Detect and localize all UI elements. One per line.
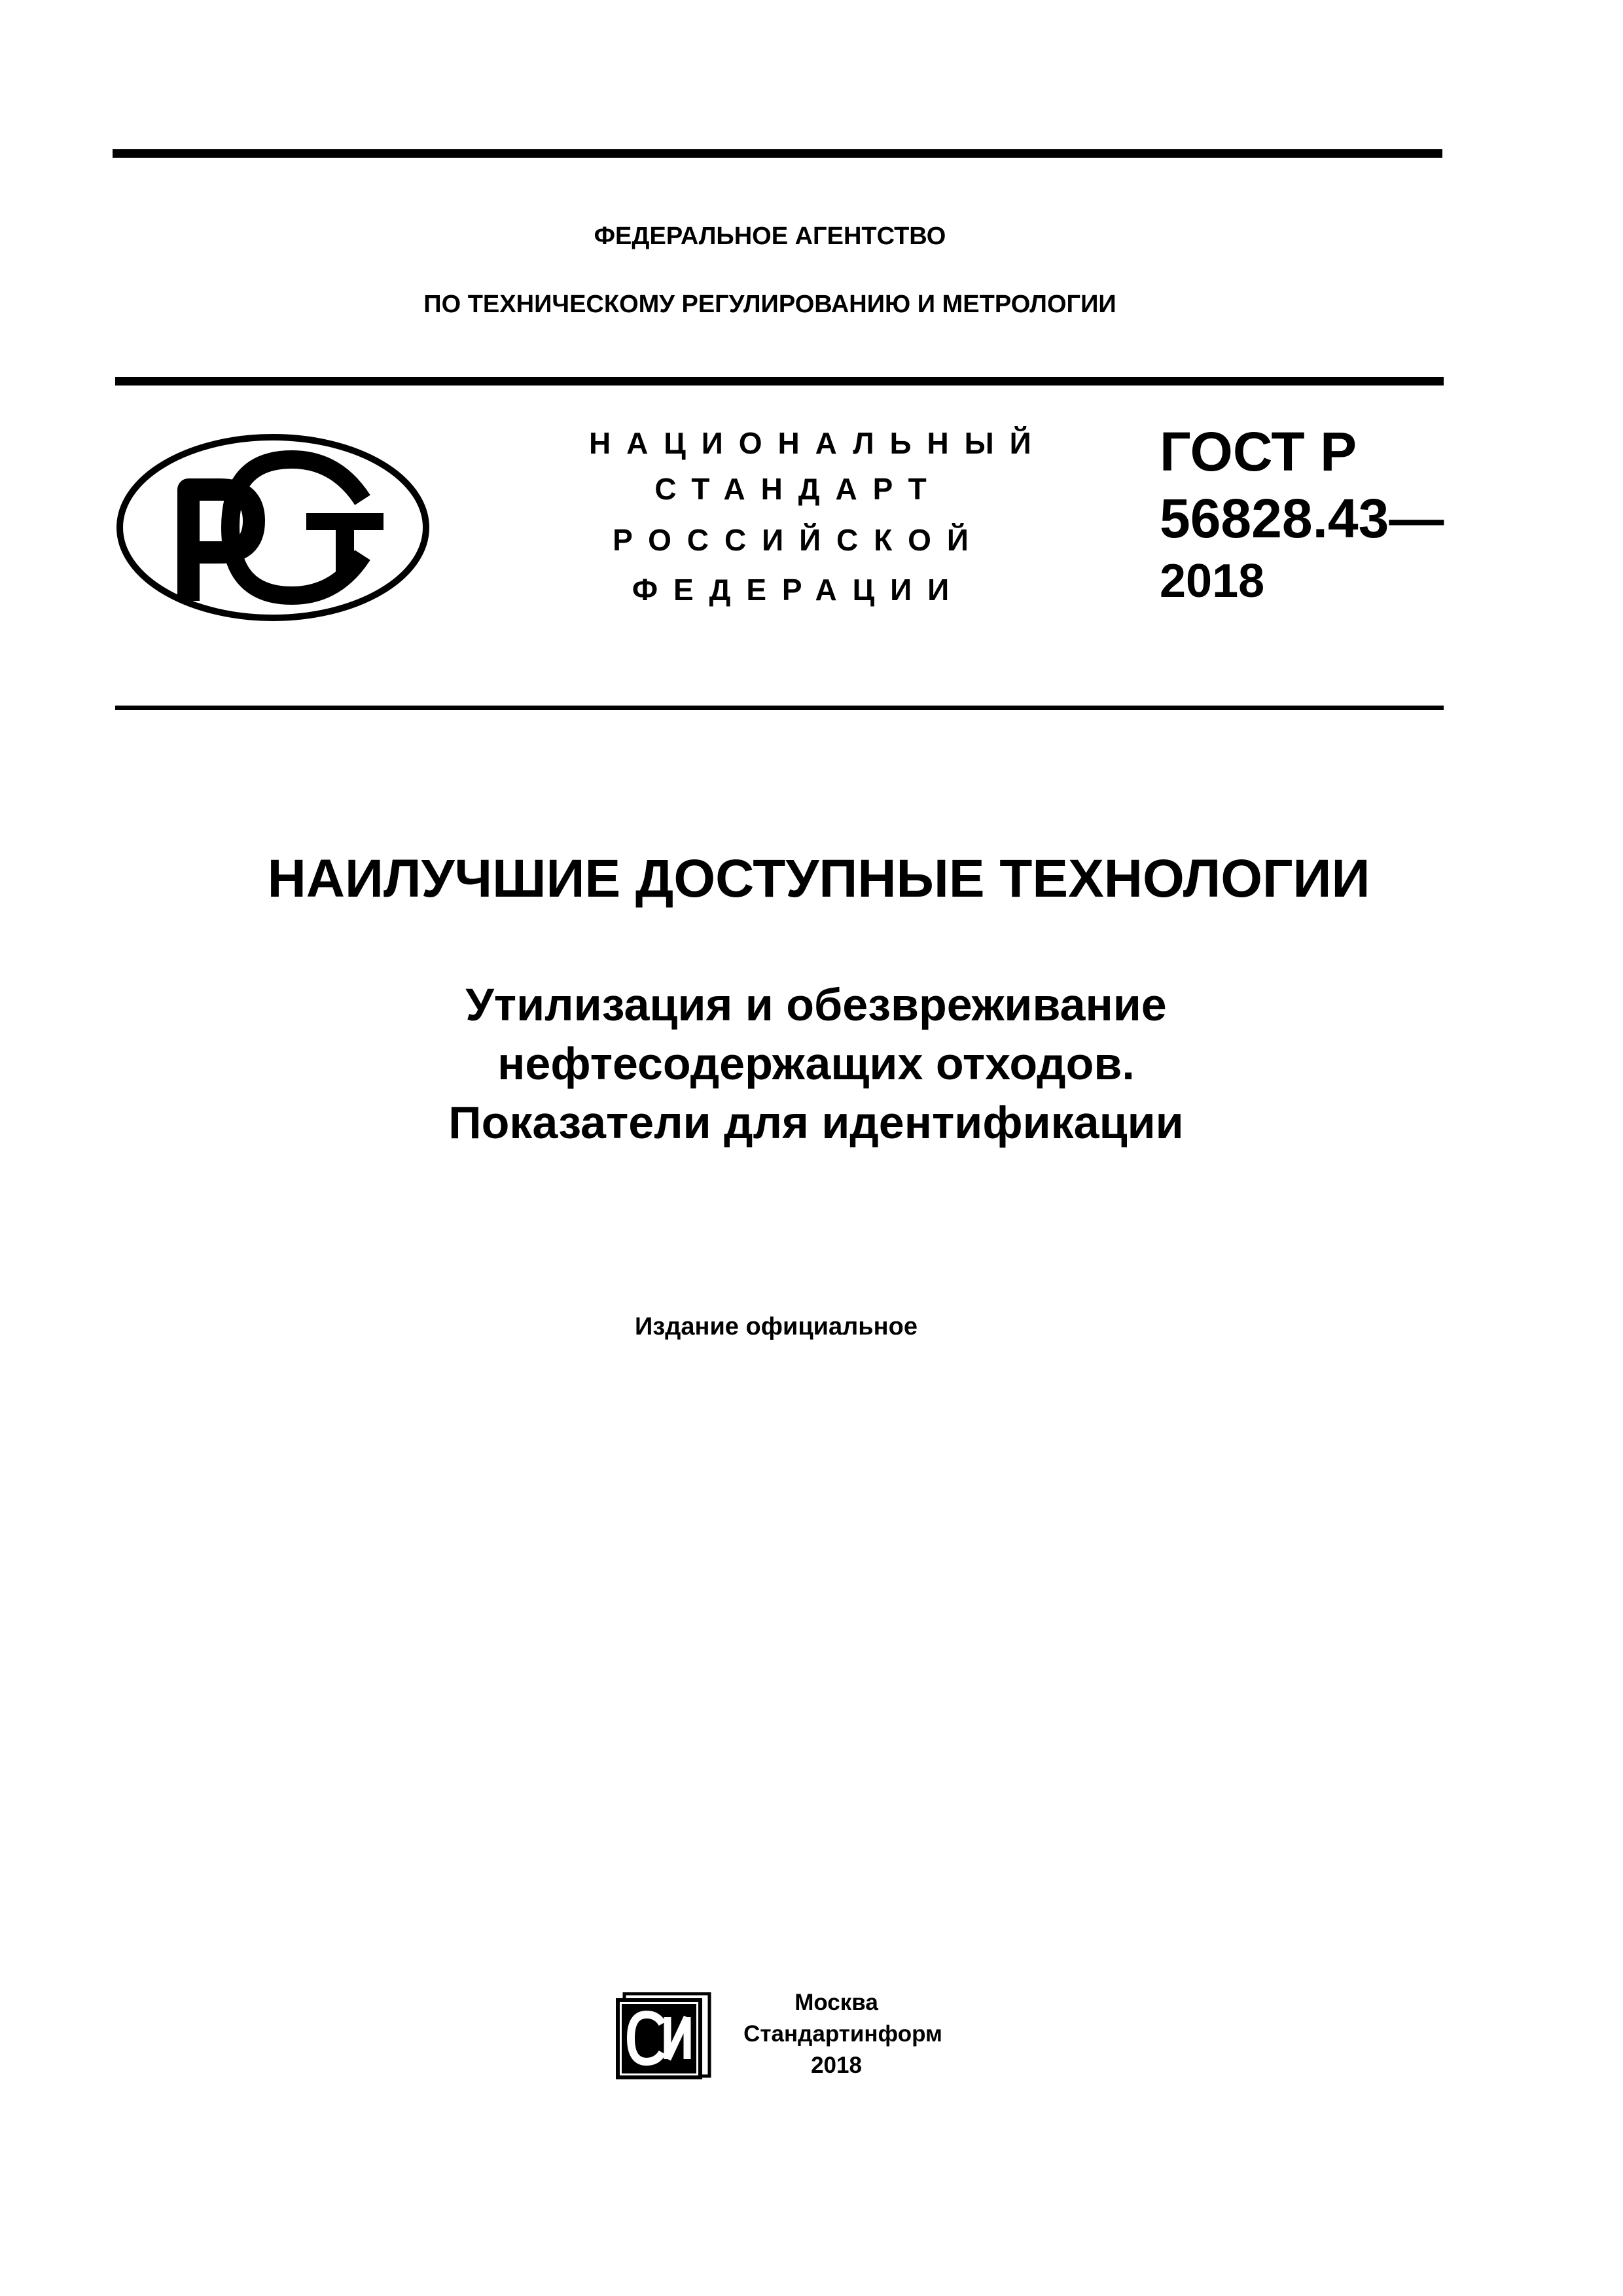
- subtitle-line-2: нефтесодержащих отходов.: [497, 1038, 1135, 1089]
- national-line-3: РОССИЙСКОЙ: [613, 523, 984, 557]
- gost-line-3: 2018: [1160, 555, 1265, 607]
- national-line-4: ФЕДЕРАЦИИ: [632, 573, 965, 607]
- publisher-city: Москва: [794, 1990, 878, 2015]
- national-line-1: НАЦИОНАЛЬНЫЙ: [589, 426, 1047, 460]
- rst-logo-icon: [115, 432, 431, 623]
- publisher-name: Стандартинформ: [743, 2021, 942, 2047]
- subtitle-line-3: Показатели для идентификации: [448, 1097, 1184, 1148]
- header-rule: [115, 377, 1444, 386]
- subtitle-line-1: Утилизация и обезвреживание: [465, 979, 1167, 1030]
- gost-line-1: ГОСТ Р: [1160, 421, 1357, 482]
- top-rule: [113, 149, 1442, 158]
- national-line-2: СТАНДАРТ: [654, 472, 942, 506]
- block-rule: [115, 706, 1444, 710]
- edition-label: Издание официальное: [635, 1313, 918, 1340]
- agency-line-2: ПО ТЕХНИЧЕСКОМУ РЕГУЛИРОВАНИЮ И МЕТРОЛОГИИ: [423, 291, 1116, 318]
- gost-line-2: 56828.43—: [1160, 488, 1444, 549]
- publisher-year: 2018: [811, 2053, 862, 2078]
- standartinform-logo-icon: [614, 1992, 712, 2081]
- agency-line-1: ФЕДЕРАЛЬНОЕ АГЕНТСТВО: [594, 223, 946, 250]
- document-title: НАИЛУЧШИЕ ДОСТУПНЫЕ ТЕХНОЛОГИИ: [267, 849, 1370, 908]
